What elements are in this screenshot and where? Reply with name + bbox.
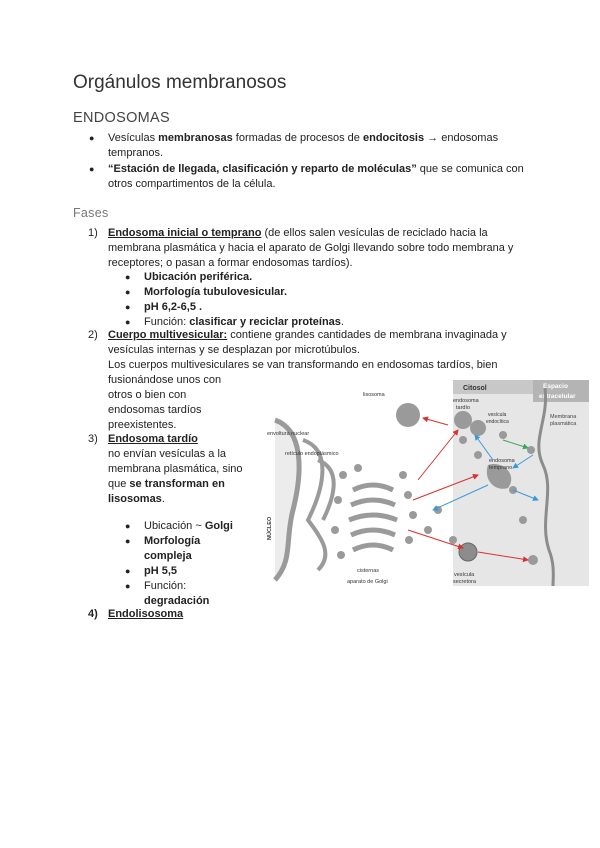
item-2-wrap-2: otros o bien con	[108, 389, 187, 401]
item-2-wrap-4: preexistentes.	[108, 419, 177, 431]
label-vesicula-secretora-2: secretora	[453, 579, 476, 585]
item-3-line-1: no envían vesículas a la	[108, 448, 227, 460]
label-golgi: aparato de Golgi	[347, 579, 388, 585]
item-1: 1) Endosoma inicial o temprano (de ellos salen vesículas de reciclado hacia la membrana plasmática y hacia el aparato de Golgi llevando sobre todo membrana y receptores; o pasan a formar endosomas tardíos).	[88, 227, 514, 269]
bullet-icon: ●	[89, 133, 95, 143]
item-2-wrap-3: endosomas tardíos	[108, 404, 202, 416]
label-endosoma-tardio-2: tardío	[456, 405, 471, 411]
label-espacio-2: extracelular	[539, 393, 576, 400]
item-3-line-2: membrana plasmática, sino	[108, 463, 243, 475]
item-3-bullet-2: ● Morfología	[125, 535, 201, 547]
item-2-wrap-1: fusionándose unos con	[108, 374, 222, 386]
label-espacio-1: Espacio	[543, 383, 568, 390]
item-4: 4) Endolisosoma	[88, 608, 184, 620]
item-3: 3) Endosoma tardío	[88, 433, 198, 445]
secretory-vesicle	[459, 543, 477, 561]
item-3-bullet-3: ● pH 5,5	[125, 565, 178, 577]
label-citosol: Citosol	[463, 385, 487, 392]
label-envoltura: envoltura nuclear	[267, 431, 310, 437]
fases-heading: Fases	[73, 206, 109, 220]
label-endosoma-temprano-1: endosoma	[489, 458, 515, 464]
intro-bullet-2: ● “Estación de llegada, clasificación y reparto de moléculas” que se comunica con otros compartimentos de la célula.	[89, 163, 524, 190]
label-cisternas: cisternas	[357, 568, 380, 574]
item-2: 2) Cuerpo multivesicular: contiene grandes cantidades de membrana invaginada y vesículas internas y se desplazan por microtúbulos.	[88, 329, 507, 356]
label-vesicula-endocitica-2: endocítica	[486, 419, 509, 425]
item-3-bullet-2-cont: compleja	[144, 550, 192, 562]
label-vesicula-secretora-1: vesícula	[454, 572, 475, 578]
item-3-bullet-4-cont: degradación	[144, 595, 210, 607]
lysosome	[396, 403, 420, 427]
section-heading: ENDOSOMAS	[73, 110, 170, 126]
label-membrana-2: plasmática	[550, 421, 577, 427]
label-endosoma-tardio-1: endosoma	[453, 398, 479, 404]
intro-bullet-1: ● Vesículas membranosas formadas de procesos de endocitosis → endosomas tempranos.	[89, 132, 499, 159]
item-3-bullet-1: ● Ubicación ~ Golgi	[125, 520, 233, 532]
item-1-bullet-3: ● pH 6,2-6,5 .	[125, 301, 203, 313]
label-lisosoma: lisosoma	[363, 392, 385, 398]
label-membrana-1: Membrana	[550, 414, 577, 420]
item-2-line-2: Los cuerpos multivesiculares se van transformando en endosomas tardíos, bien	[108, 359, 498, 371]
item-1-bullet-4: ● Función: clasificar y reciclar proteínas.	[125, 316, 344, 328]
bullet-icon: ●	[89, 164, 95, 174]
label-endosoma-temprano-2: temprano	[489, 465, 513, 471]
label-nucleo: NÚCLEO	[267, 516, 273, 540]
endosome-diagram	[263, 380, 589, 586]
label-vesicula-endocitica-1: vesícula	[488, 412, 507, 418]
late-endosome	[454, 411, 472, 429]
item-3-line-4: lisosomas.	[108, 493, 165, 505]
item-3-bullet-4: ● Función:	[125, 580, 187, 592]
label-reticulo: retículo endoplásmico	[285, 451, 339, 457]
item-3-line-3: que se transforman en	[108, 478, 225, 490]
page-title: Orgánulos membranosos	[73, 72, 287, 93]
item-1-bullet-1: ● Ubicación periférica.	[125, 271, 253, 283]
item-1-bullet-2: ● Morfología tubulovesicular.	[125, 286, 288, 298]
